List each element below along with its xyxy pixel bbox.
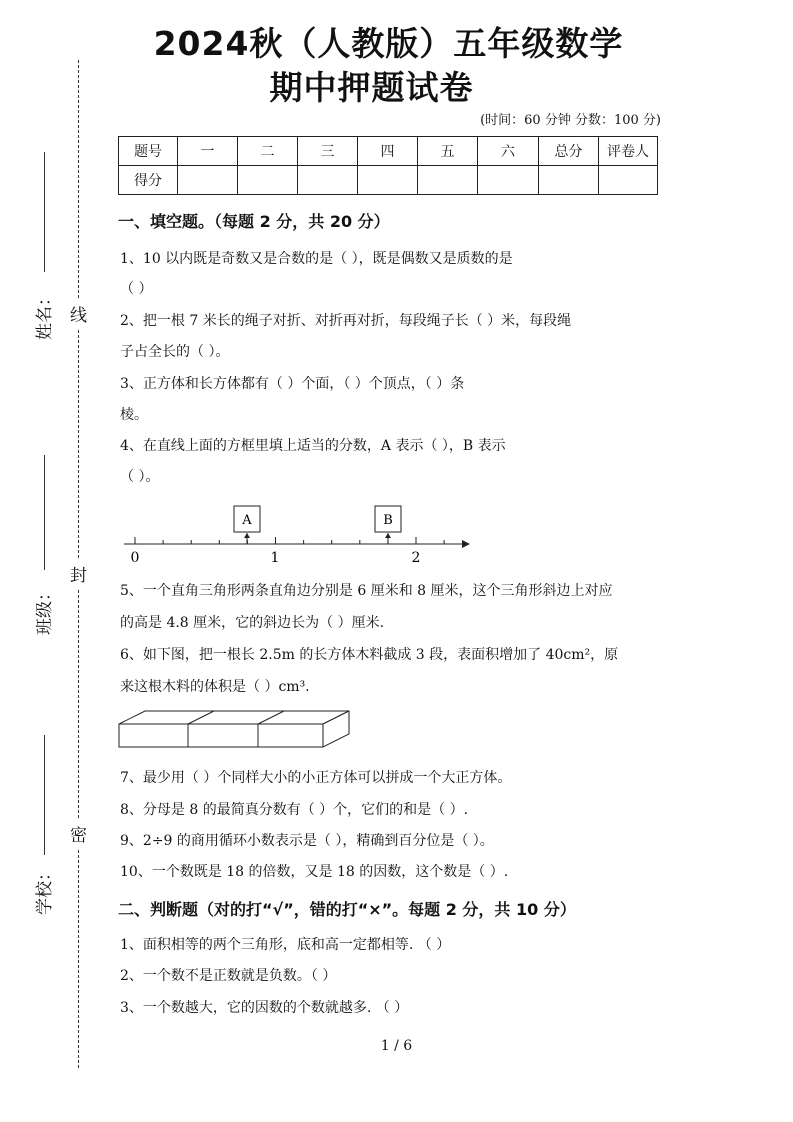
name-label: 姓名： [35,289,55,340]
table-cell: 二 [238,137,298,166]
binding-label-seal: 封 [70,558,87,589]
wood-block-figure [118,710,354,750]
school-underline [44,735,45,855]
judge-question-1: 1、面积相等的两个三角形，底和高一定都相等. （ ） [120,937,451,953]
number-line-ticks [135,537,444,544]
question-6-line2: 来这根木料的体积是（ ）cm³. [120,679,310,695]
question-3-line1: 3、正方体和长方体都有（ ）个面，（ ）个顶点，（ ）条 [120,376,465,392]
table-cell: 六 [478,137,539,166]
question-1-line2: （ ） [120,281,153,297]
page-subtitle: 期中押题试卷 [269,68,474,107]
question-3-line2: 棱。 [120,407,148,423]
tick-label-0: 0 [130,550,140,566]
question-8: 8、分母是 8 的最简真分数有（ ）个，它们的和是（ ）. [120,802,469,818]
table-cell: 评卷人 [599,137,658,166]
score-cell[interactable] [238,166,298,195]
question-2-line1: 2、把一根 7 米长的绳子对折、对折再对折，每段绳子长（ ）米，每段绳 [120,313,572,329]
box-b-label: B [383,513,393,528]
school-label: 学校： [35,864,55,915]
question-7: 7、最少用（ ）个同样大小的小正方体可以拼成一个大正方体。 [120,770,512,786]
table-cell: 三 [298,137,358,166]
question-5-line2: 的高是 4.8 厘米，它的斜边长为（ ）厘米. [120,615,385,631]
section2-heading: 二、判断题（对的打“√”，错的打“×”。每题 2 分，共 10 分） [118,900,576,919]
question-4-line1: 4、在直线上面的方框里填上适当的分数，A 表示（ ），B 表示 [120,438,506,454]
number-line-figure [118,502,478,568]
number-line-arrow [462,540,470,548]
table-cell: 题号 [119,137,178,166]
time-info: (时间：60 分钟 分数：100 分) [480,113,661,128]
page-title: 2024秋（人教版）五年级数学 [153,24,624,63]
question-1-line1: 1、10 以内既是奇数又是合数的是（ ），既是偶数又是质数的是 [120,251,513,267]
question-2-line2: 子占全长的（ ）。 [120,344,230,360]
judge-question-2: 2、一个数不是正数就是负数。（ ） [120,968,337,984]
block-top-face [119,711,349,724]
score-cell[interactable] [478,166,539,195]
table-cell: 一 [178,137,238,166]
score-cell[interactable] [599,166,658,195]
box-a-label: A [242,513,252,528]
table-cell: 得分 [119,166,178,195]
tick-label-2: 2 [411,550,421,566]
table-row [119,166,658,195]
tick-label-1: 1 [270,550,280,566]
score-cell[interactable] [539,166,599,195]
block-front-face [119,724,323,747]
table-cell: 四 [358,137,418,166]
table-cell: 总分 [539,137,599,166]
score-cell[interactable] [298,166,358,195]
page-number: 1 / 6 [380,1038,413,1054]
question-4-line2: （ ）。 [120,469,160,485]
table-cell: 五 [418,137,478,166]
arrow-b-head [385,533,391,538]
question-6-line1: 6、如下图，把一根长 2.5m 的长方体木料截成 3 段，表面积增加了 40cm²，原 [120,647,619,663]
table-row [119,137,658,166]
binding-label-line: 线 [70,298,87,329]
binding-label-secret: 密 [70,818,87,849]
name-underline [44,152,45,272]
question-10: 10、一个数既是 18 的倍数，又是 18 的因数，这个数是（ ）. [120,864,509,880]
score-cell[interactable] [358,166,418,195]
question-9: 9、2÷9 的商用循环小数表示是（ ），精确到百分位是（ ）。 [120,833,494,849]
score-cell[interactable] [178,166,238,195]
class-underline [44,455,45,570]
judge-question-3: 3、一个数越大，它的因数的个数就越多. （ ） [120,1000,409,1016]
question-5-line1: 5、一个直角三角形两条直角边分别是 6 厘米和 8 厘米，这个三角形斜边上对应 [120,583,613,599]
score-cell[interactable] [418,166,478,195]
section1-heading: 一、填空题。（每题 2 分，共 20 分） [118,212,390,231]
class-label: 班级： [35,584,55,635]
score-table [118,136,658,195]
arrow-a-head [244,533,250,538]
